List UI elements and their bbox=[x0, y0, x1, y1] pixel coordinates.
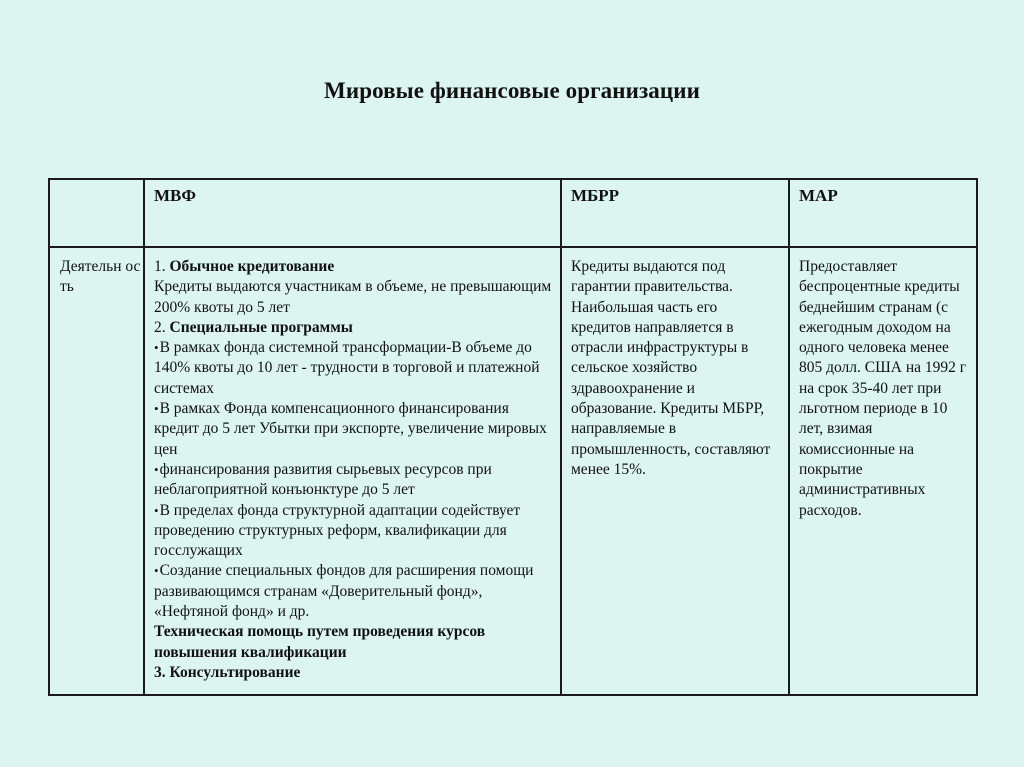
imf-activity-cell bbox=[144, 247, 561, 695]
row-label-activity: Деятельн ость bbox=[49, 247, 144, 695]
table-row-activity bbox=[49, 247, 977, 695]
imf-item-3: 3. Консультирование bbox=[154, 663, 301, 681]
imf-item-2-number: 2. bbox=[154, 318, 170, 336]
imf-item-2 bbox=[154, 318, 552, 338]
header-cell-ida: МАР bbox=[789, 179, 977, 247]
header-cell-imf: МВФ bbox=[144, 179, 561, 247]
imf-bullet-2: • В рамках Фонда компенсационного финансирования кредит до 5 лет Убытки при экспорте, увеличение мировых цен bbox=[154, 399, 552, 460]
imf-item-1-text: Кредиты выдаются участникам в объеме, не превышающим 200% квоты до 5 лет bbox=[154, 278, 552, 316]
header-cell-empty bbox=[49, 179, 144, 247]
imf-bullet-1: • В рамках фонда системной трансформации-В объеме до 140% квоты до 10 лет - трудности в торговой и платежной системах bbox=[154, 338, 552, 399]
imf-item-1 bbox=[154, 257, 552, 277]
imf-item-1-number: 1. bbox=[154, 258, 170, 275]
organizations-table bbox=[48, 178, 978, 696]
ida-activity-cell: Предоставляет беспроцентные кредиты беднейшим странам (с ежегодным доходом на одного человека менее 805 долл. США на 1992 г на срок 35-40 лет при льготном периоде в 10 лет, взимая комиссионные на покрытие административных расходов. bbox=[789, 247, 977, 695]
imf-bullet-3: • финансирования развития сырьевых ресурсов при неблагоприятной конъюнктуре до 5 лет bbox=[154, 460, 552, 501]
ibrd-activity-cell: Кредиты выдаются под гарантии правительства. Наибольшая часть его кредитов направляется в отрасли инфраструктуры в сельское хозяйство здравоохранение и образование. Кредиты МБРР, направляемые в промышленность, составляют менее 15%. bbox=[561, 247, 789, 695]
imf-item-2-title: Специальные программы bbox=[169, 318, 353, 336]
header-cell-ibrd: МБРР bbox=[561, 179, 789, 247]
imf-tech-help: Техническая помощь путем проведения курсов повышения квалификации bbox=[154, 623, 486, 661]
imf-bullet-5: • Создание специальных фондов для расширения помощи развивающимся странам «Доверительный фонд», «Нефтяной фонд» и др. bbox=[154, 561, 552, 622]
imf-bullet-4: • В пределах фонда структурной адаптации содействует проведению структурных реформ, квалификации для госслужащих bbox=[154, 501, 552, 562]
table-header-row bbox=[49, 179, 977, 247]
imf-item-1-title: Обычное кредитование bbox=[169, 258, 335, 275]
slide-title: Мировые финансовые организации bbox=[324, 78, 700, 103]
